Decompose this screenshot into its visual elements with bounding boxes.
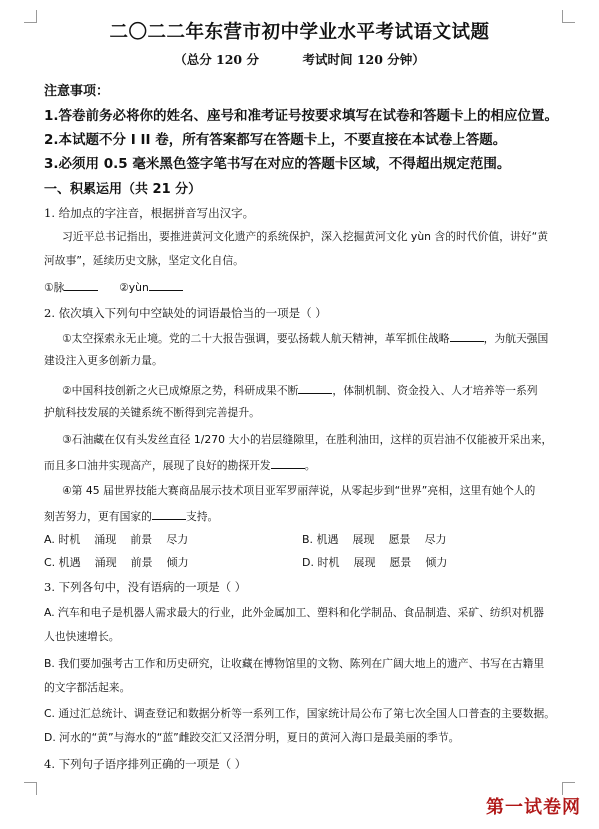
question-2-sentence-4-cont: [44, 507, 565, 524]
question-4-stem: 4. 下列句子语序排列正确的一项是（ ）: [44, 757, 247, 771]
sentence-text: ②中国科技创新之火已成燎原之势，科研成果不断: [62, 384, 299, 397]
question-1-passage-line-2: 河故事”，延续历史文脉，坚定文化自信。: [44, 254, 244, 267]
question-2-sentence-3-cont: [44, 456, 565, 473]
answer-blank: [149, 278, 183, 291]
question-1-passage-line-1: 习近平总书记指出，要推进黄河文化遗产的系统保护，深入挖掘黄河文化 yùn 含的时代价值，讲好“黄: [62, 230, 548, 243]
answer-blank: [271, 456, 305, 469]
section-heading: 一、积累运用（共 21 分）: [44, 182, 202, 197]
sentence-text: 而且多口油井实现高产，展现了良好的勘探开发: [44, 459, 271, 472]
question-2-sentence-1: [62, 329, 565, 346]
answer-blank: [298, 381, 332, 394]
question-2-stem: 2. 依次填入下列句中空缺处的词语最恰当的一项是（ ）: [44, 306, 327, 320]
answer-blank: [152, 507, 186, 520]
site-watermark: 第一试卷网: [486, 797, 581, 818]
question-2-sentence-4: ④第 45 届世界技能大赛商品展示技术项目亚军罗丽萍说，从零起步到“世界”亮相，这里有她个人的: [62, 484, 536, 497]
option-a: A. 时机 涌现 前景 尽力: [44, 533, 189, 546]
question-1-blanks: [44, 278, 565, 295]
notice-item-1: 1.答卷前务必将你的姓名、座号和准考证号按要求填写在试卷和答题卡上的相应位置。: [44, 108, 559, 124]
question-2-sentence-1-cont: 建设注入更多创新力量。: [44, 354, 163, 367]
crop-mark-bottom-left: [24, 782, 37, 795]
blank-1-label: ①脉: [44, 281, 65, 294]
question-2-sentence-3: ③石油藏在仅有头发丝直径 1/270 大小的岩层缝隙里，在胜利油田，这样的页岩油不仅能被开采出来，: [62, 433, 553, 446]
notice-heading: 注意事项：: [44, 84, 110, 99]
sentence-text: ，体制机制、资金投入、人才培养等一系列: [332, 384, 538, 397]
question-2-sentence-2-cont: 护航科技发展的关键系统不断得到完善提升。: [44, 406, 260, 419]
question-3-option-a: A. 汽车和电子是机器人需求最大的行业，此外金属加工、塑料和化学制品、食品制造、采矿、纺织对机器: [44, 606, 544, 619]
question-3-option-b-cont: 的文字都活起来。: [44, 681, 131, 694]
option-c: C. 机遇 涌现 前景 倾力: [44, 556, 189, 569]
blank-2-label: ②yùn: [119, 281, 149, 294]
notice-item-3: 3.必须用 0.5 毫米黑色签字笔书写在对应的答题卡区域，不得超出规定范围。: [44, 156, 511, 172]
question-2-sentence-2: [62, 381, 565, 398]
option-d: D. 时机 展现 愿景 倾力: [302, 556, 448, 569]
option-b: B. 机遇 展现 愿景 尽力: [302, 533, 447, 546]
question-3-option-c: C. 通过汇总统计、调查登记和数据分析等一系列工作，国家统计局公布了第七次全国人口普查的主要数据。: [44, 707, 556, 720]
question-3-option-d: D. 河水的“黄”与海水的“蓝”雌跤交汇又泾渭分明，夏日的黄河入海口是最美丽的季节。: [44, 731, 460, 744]
question-3-option-b: B. 我们要加强考古工作和历史研究，让收藏在博物馆里的文物、陈列在广阔大地上的遗产、书写在古籍里: [44, 657, 545, 670]
exam-subtitle: （总分 120 分 考试时间 120 分钟）: [174, 52, 425, 67]
answer-blank: [64, 278, 98, 291]
sentence-text: 支持。: [185, 510, 219, 523]
answer-blank: [450, 329, 484, 342]
sentence-text: ，为航天强国: [483, 332, 549, 345]
question-3-option-a-cont: 人也快速增长。: [44, 630, 120, 643]
question-3-stem: 3. 下列各句中，没有语病的一项是（ ）: [44, 580, 247, 594]
sentence-text: 。: [304, 459, 316, 472]
sentence-text: ①太空探索永无止境。党的二十大报告强调，要弘扬载人航天精神，革军抓住战略: [62, 332, 450, 345]
question-1-stem: 1. 给加点的字注音，根据拼音写出汉字。: [44, 206, 255, 220]
exam-title: 二〇二二年东营市初中学业水平考试语文试题: [109, 22, 490, 43]
sentence-text: 刻苦努力，更有国家的: [44, 510, 152, 523]
notice-item-2: 2.本试题不分 I II 卷，所有答案都写在答题卡上，不要直接在本试卷上答题。: [44, 132, 507, 148]
